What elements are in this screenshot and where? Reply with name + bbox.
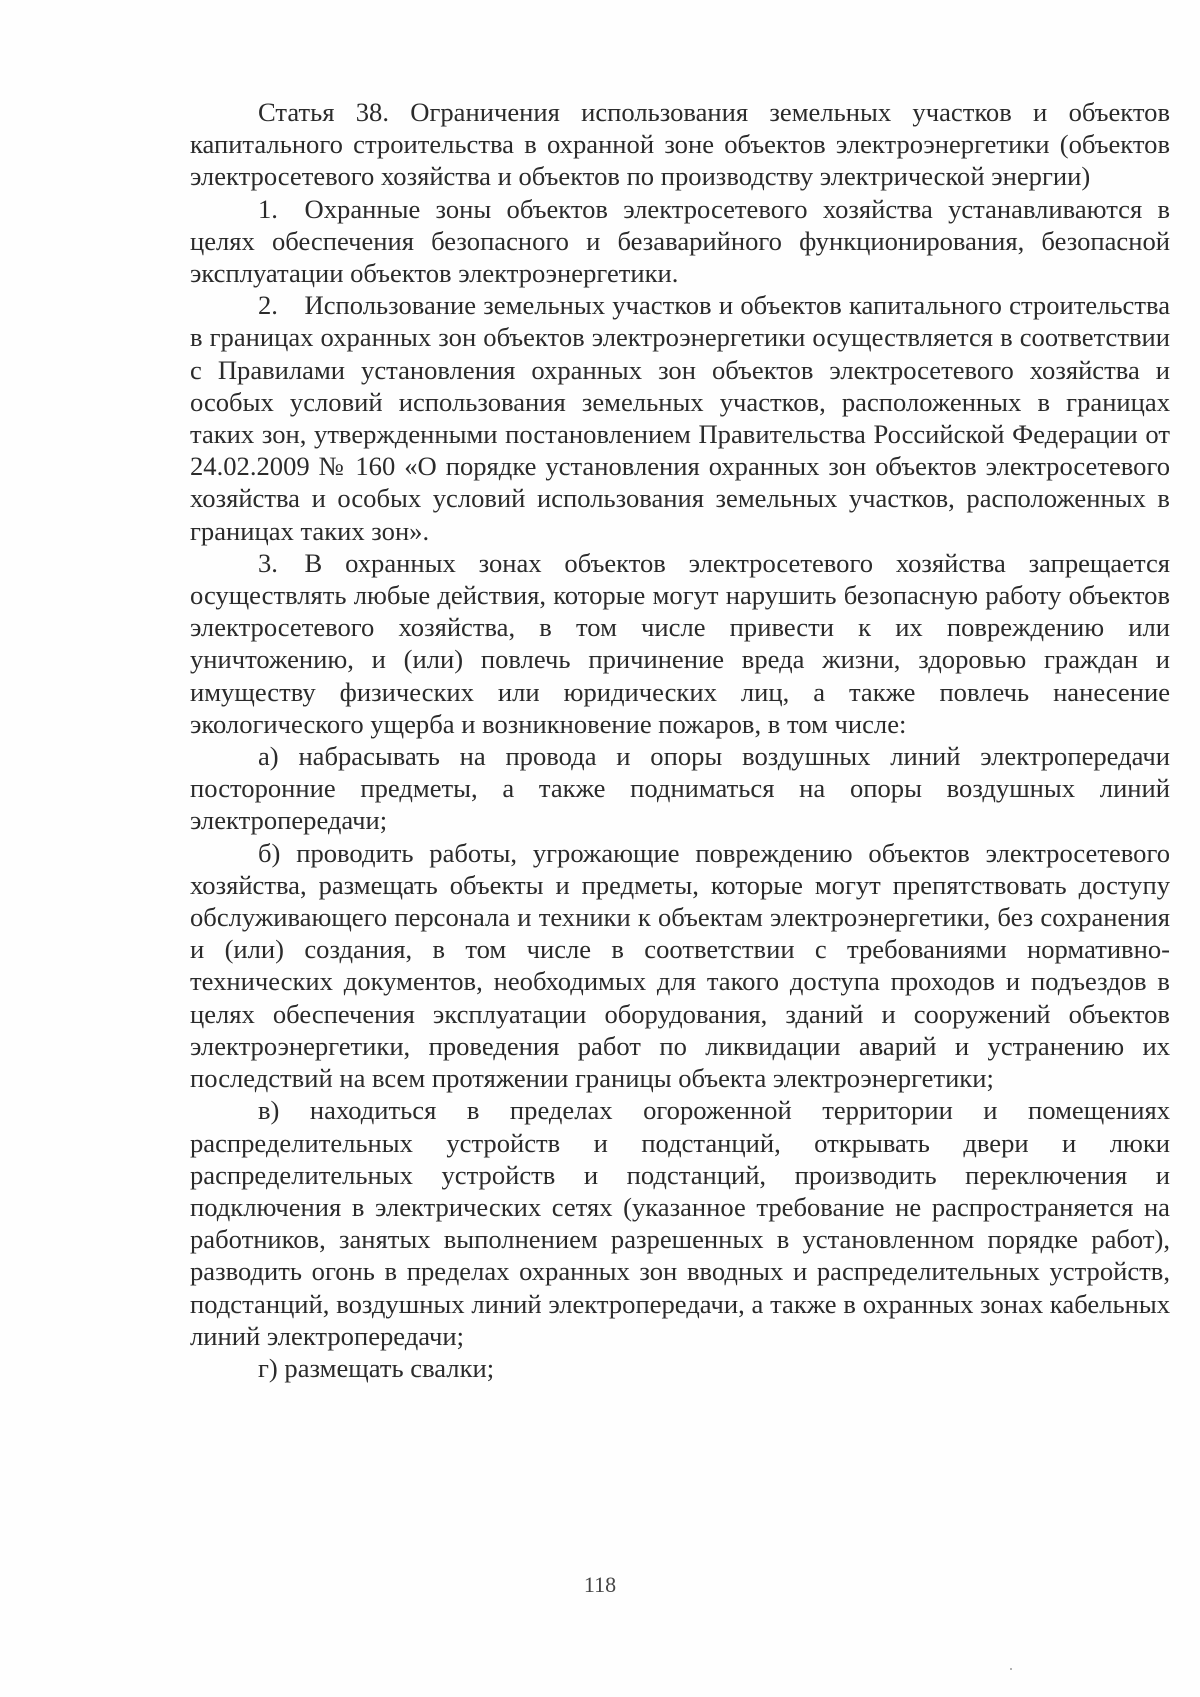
subparagraph-v: в) находиться в пределах огороженной территории и помещениях распределительных устройств и подстанций, открывать двери и люки распределительных устройств и подстанций, производить переключения и подключения в электрических сетях (указанное требование не распространяется на работников, занятых выполнением разрешенных в установленном порядке работ), разводить огонь в пределах охранных зон вводных и распределительных устройств, подстанций, воздушных линий электропередачи, а также в охранных зонах кабельных линий электропередачи; <box>190 1095 1170 1351</box>
subparagraph-g: г) размещать свалки; <box>258 1352 495 1383</box>
subparagraph-b: б) проводить работы, угрожающие повреждению объектов электросетевого хозяйства, размещать объекты и предметы, которые могут препятствовать доступу обслуживающего персонала и техники к объектам электроэнергетики, без сохранения и (или) создания, в том числе в соответствии с требованиями нормативно-технических документов, необходимых для такого доступа проходов и подъездов в целях обеспечения эксплуатации оборудования, зданий и сооружений объектов электроэнергетики, проведения работ по ликвидации аварий и устранению их последствий на всем протяжении границы объекта электроэнергетики; <box>190 837 1170 1094</box>
scan-speck <box>1010 1668 1012 1670</box>
paragraph-1: 1. Охранные зоны объектов электросетевого хозяйства устанавливаются в целях обеспечения безопасного и безаварийного функционирования, безопасной эксплуатации объектов электроэнергетики. <box>190 193 1170 289</box>
article-title: Статья 38. Ограничения использования земельных участков и объектов капитального строительства в охранной зоне объектов электроэнергетики (объектов электросетевого хозяйства и объектов по производству электрической энергии) <box>190 97 1170 192</box>
paragraph-3: 3. В охранных зонах объектов электросетевого хозяйства запрещается осуществлять любые действия, которые могут нарушить безопасную работу объектов электросетевого хозяйства, в том числе привести к их повреждению или уничтожению, и (или) повлечь причинение вреда жизни, здоровью граждан и имуществу физических или юридических лиц, а также повлечь нанесение экологического ущерба и возникновение пожаров, в том числе: <box>190 547 1170 739</box>
subparagraph-a: а) набрасывать на провода и опоры воздушных линий электропередачи посторонние предметы, а также подниматься на опоры воздушных линий электропередачи; <box>190 741 1170 836</box>
page-number: 118 <box>583 1572 617 1597</box>
document-body <box>190 96 1170 1384</box>
paragraph-2: 2. Использование земельных участков и объектов капитального строительства в границах охранных зон объектов электроэнергетики осуществляется в соответствии с Правилами установления охранных зон объектов электросетевого хозяйства и особых условий использования земельных участков, расположенных в границах таких зон, утвержденными постановлением Правительства Российской Федерации от 24.02.2009 № 160 «О порядке установления охранных зон объектов электросетевого хозяйства и особых условий использования земельных участков, расположенных в границах таких зон». <box>190 290 1170 546</box>
